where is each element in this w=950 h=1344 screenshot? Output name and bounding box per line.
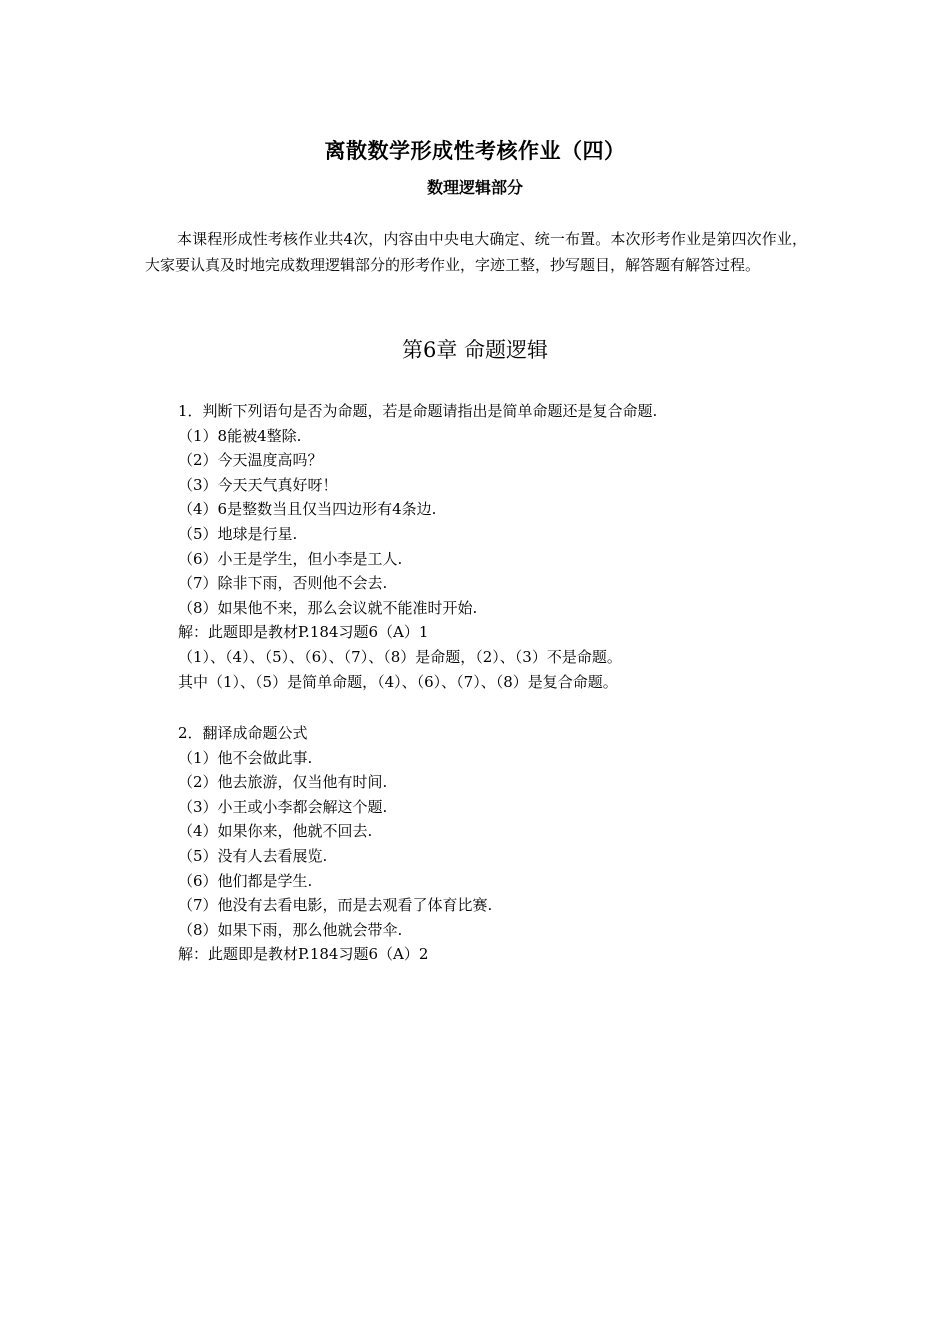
question-1-answer-line-2: 其中（1）、（5）是简单命题，（4）、（6）、（7）、（8）是复合命题。 <box>178 672 618 691</box>
question-2-item-5: （5）没有人去看展览. <box>178 846 328 865</box>
question-1-item-6: （6）小王是学生，但小李是工人. <box>178 549 403 568</box>
question-2-item-4: （4）如果你来，他就不回去. <box>178 822 373 841</box>
question-2 <box>178 721 818 967</box>
question-1-item-2: （2）今天温度高吗？ <box>178 451 323 470</box>
chapter-heading: 第6章 命题逻辑 <box>401 338 549 362</box>
question-1-item-7: （7）除非下雨，否则他不会去. <box>178 574 388 593</box>
question-2-item-3: （3）小王或小李都会解这个题. <box>178 797 388 816</box>
question-2-item-6: （6）他们都是学生. <box>178 871 313 890</box>
question-1-item-4: （4）6是整数当且仅当四边形有4条边. <box>178 500 437 519</box>
question-1 <box>178 399 818 694</box>
question-2-item-7: （7）他没有去看电影，而是去观看了体育比赛. <box>178 896 493 915</box>
question-2-item-2: （2）他去旅游，仅当他有时间. <box>178 773 388 792</box>
question-2-prompt: 2．翻译成命题公式 <box>178 724 308 742</box>
document-subtitle: 数理逻辑部分 <box>426 178 523 197</box>
question-1-item-1: （1）8能被4整除. <box>178 426 302 445</box>
question-2-item-8: （8）如果下雨，那么他就会带伞. <box>178 920 403 939</box>
question-1-item-3: （3）今天天气真好呀！ <box>178 475 338 494</box>
question-1-answer-ref: 解：此题即是教材P.184习题6（A）1 <box>178 623 429 642</box>
question-2-answer-ref: 解：此题即是教材P.184习题6（A）2 <box>178 945 429 964</box>
question-1-item-8: （8）如果他不来，那么会议就不能准时开始. <box>178 598 478 617</box>
question-2-item-1: （1）他不会做此事. <box>178 748 313 767</box>
question-1-item-5: （5）地球是行星. <box>178 524 298 543</box>
question-1-answer-line-1: （1）、（4）、（5）、（6）、（7）、（8）是命题，（2）、（3）不是命题。 <box>178 647 622 666</box>
document-title: 离散数学形成性考核作业（四） <box>324 138 626 163</box>
intro-paragraph: 本课程形成性考核作业共4次，内容由中央电大确定、统一布置。本次形考作业是第四次作业，大家要认真及时地完成数理逻辑部分的形考作业，字迹工整，抄写题目，解答题有解答过程。 <box>145 230 807 274</box>
question-1-prompt: 1．判断下列语句是否为命题，若是命题请指出是简单命题还是复合命题. <box>178 402 658 420</box>
